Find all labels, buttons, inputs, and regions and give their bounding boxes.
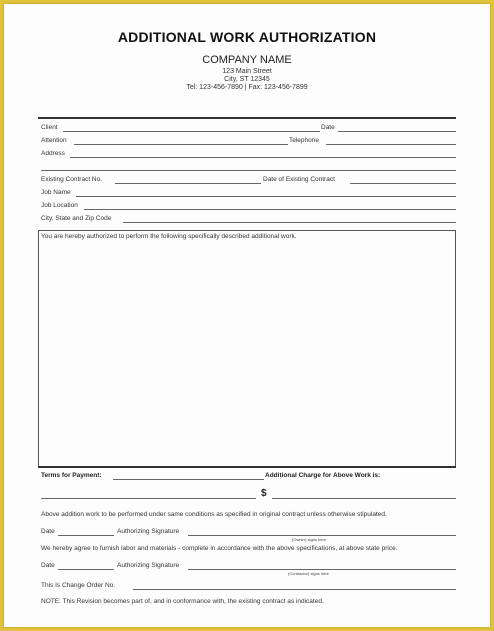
change-order-label: This Is Change Order No.	[41, 582, 116, 589]
job-name-field[interactable]	[76, 196, 456, 197]
work-description-area[interactable]	[39, 244, 455, 466]
address-field[interactable]	[70, 157, 456, 158]
contractor-date-field[interactable]	[58, 569, 114, 570]
company-street: 123 Main Street	[222, 68, 272, 75]
contractor-date-label: Date	[41, 562, 55, 569]
note-text: NOTE: This Revision becomes part of, and in conformance with, the existing contract as indicated.	[41, 598, 324, 605]
attention-field[interactable]	[74, 144, 288, 145]
date-existing-contract-label: Date of Existing Contract	[263, 176, 335, 183]
client-label: Client	[41, 124, 58, 131]
address-label: Address	[41, 150, 65, 157]
date-label: Date	[321, 124, 335, 131]
job-location-label: Job Location	[41, 202, 78, 209]
work-box-bottom	[38, 466, 456, 468]
authorization-text: You are hereby authorized to perform the following specifically described additional work.	[41, 233, 297, 240]
city-state-zip-field[interactable]	[123, 222, 456, 223]
additional-charge-label: Additional Charge for Above Work is:	[265, 472, 381, 479]
job-name-label: Job Name	[41, 189, 71, 196]
owner-date-field[interactable]	[58, 535, 114, 536]
company-contact: Tel: 123-456-7890 | Fax: 123-456-7899	[186, 84, 308, 91]
contractor-signature-label: Authorizing Signature	[117, 562, 180, 569]
telephone-field[interactable]	[326, 144, 456, 145]
existing-contract-label: Existing Contract No.	[41, 176, 103, 183]
form-title: ADDITIONAL WORK AUTHORIZATION	[117, 29, 377, 45]
terms-payment-label: Terms for Payment:	[41, 472, 102, 479]
city-state-zip-label: City, State and Zip Code	[41, 215, 112, 222]
contractor-signature-caption: (Contractor) signs here	[288, 571, 329, 576]
address-field-2[interactable]	[41, 170, 456, 171]
client-field[interactable]	[63, 131, 320, 132]
dollar-sign: $	[261, 488, 267, 499]
date-existing-contract-field[interactable]	[350, 183, 456, 184]
owner-date-label: Date	[41, 528, 55, 535]
owner-signature-label: Authorizing Signature	[117, 528, 180, 535]
owner-signature-caption: (Owner) signs here	[292, 537, 327, 542]
existing-contract-field[interactable]	[115, 183, 261, 184]
job-location-field[interactable]	[84, 209, 456, 210]
change-order-field[interactable]	[133, 589, 456, 590]
telephone-label: Telephone	[289, 137, 319, 144]
agreement-text: We hereby agree to furnish labor and materials - complete in accordance with the above specifications, at above state price.	[41, 545, 398, 552]
date-field[interactable]	[338, 131, 456, 132]
form-sheet	[4, 4, 490, 627]
terms-payment-field-2[interactable]	[41, 498, 256, 499]
work-box-top	[38, 230, 456, 231]
company-city: City, ST 12345	[224, 76, 270, 83]
work-box-right	[455, 230, 456, 467]
owner-signature-field[interactable]	[188, 535, 456, 536]
attention-label: Attention	[41, 137, 67, 144]
conditions-text: Above addition work to be performed under same conditions as specified in original contract unless otherwise stipulated.	[41, 511, 387, 518]
terms-payment-field[interactable]	[113, 479, 264, 480]
contractor-signature-field[interactable]	[188, 569, 456, 570]
company-name: COMPANY NAME	[202, 54, 292, 66]
header-rule	[38, 117, 456, 119]
additional-charge-field[interactable]	[272, 498, 456, 499]
